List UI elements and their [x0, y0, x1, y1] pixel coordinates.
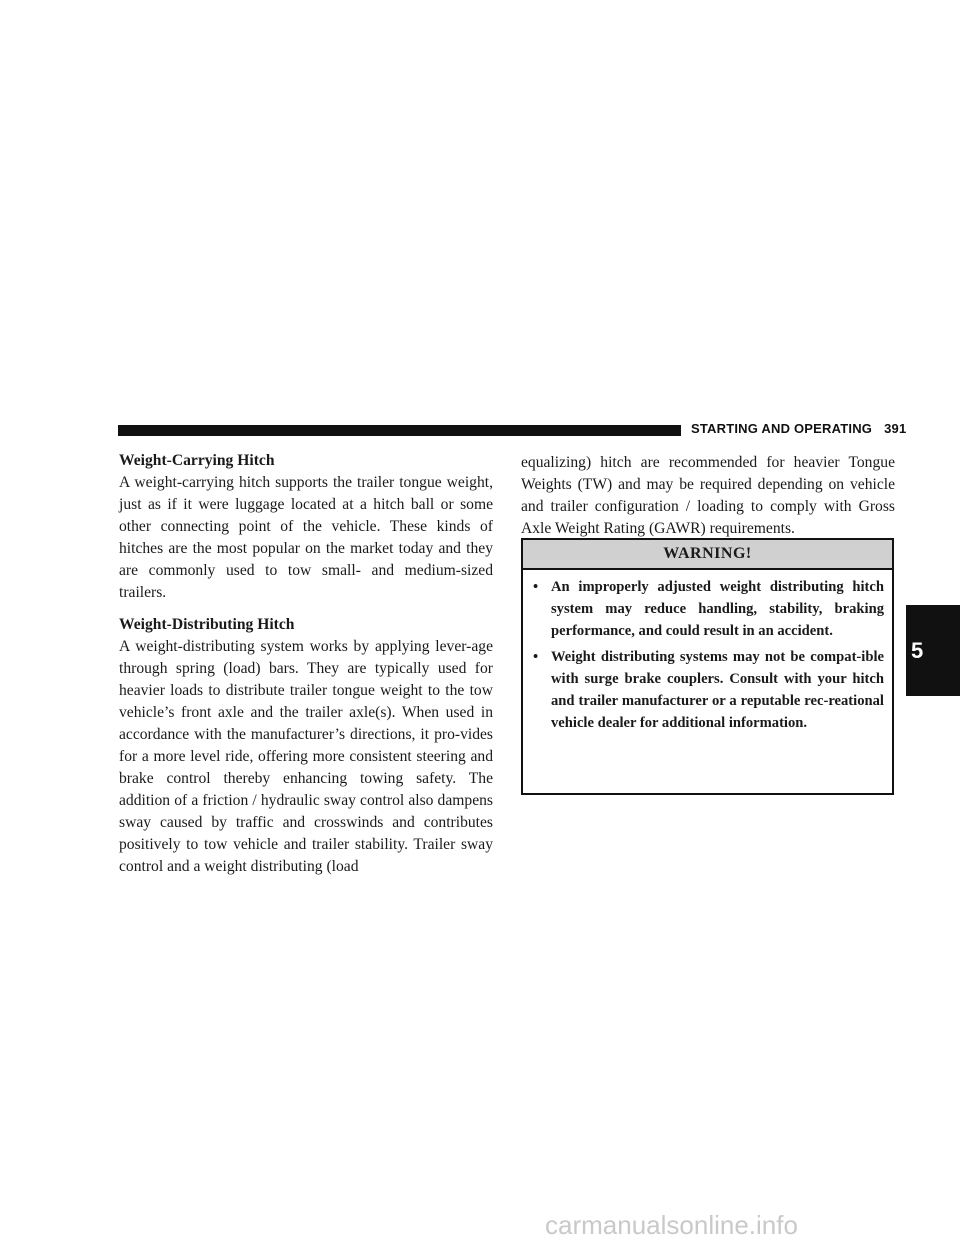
section-body-weight-distributing: A weight-distributing system works by applying lever-age through spring (load) bars. They are typically used for heavier loads to distribute trailer tongue weight to the tow vehicle’s front axle and the trailer axle(s). When used in accordance with the manufacturer’s directions, it pro-vides for a more level ride, offering more consistent steering and brake control thereby enhancing towing safety. The addition of a friction / hydraulic sway control also dampens sway caused by traffic and crosswinds and contributes positively to tow vehicle and trailer stability. Trailer sway control and a weight distributing (load — [119, 638, 493, 875]
warning-list — [523, 570, 892, 734]
warning-box — [521, 538, 894, 795]
warning-item — [533, 576, 884, 642]
header-rule — [118, 425, 681, 436]
bullet-icon: • — [533, 649, 539, 665]
warning-item-text: An improperly adjusted weight distributing hitch system may reduce handling, stability, braking performance, and could result in an accident. — [551, 579, 884, 639]
running-header — [691, 421, 906, 436]
page-number: 391 — [884, 421, 907, 436]
section-title: STARTING AND OPERATING — [691, 421, 873, 436]
watermark: carmanualsonline.info — [545, 1210, 798, 1240]
chapter-tab: 5 — [906, 605, 960, 696]
left-column — [119, 450, 493, 888]
section-heading-weight-distributing: Weight-Distributing Hitch — [119, 616, 295, 633]
bullet-icon: • — [533, 579, 539, 595]
continuation-paragraph: equalizing) hitch are recommended for heavier Tongue Weights (TW) and may be required depending on vehicle and trailer configuration / loading to comply with Gross Axle Weight Rating (GAWR) requirements. — [521, 454, 895, 537]
section-body-weight-carrying: A weight-carrying hitch supports the trailer tongue weight, just as if it were luggage located at a hitch ball or some other connecting point of the vehicle. These kinds of hitches are the most popular on the market today and they are commonly used to tow small- and medium-sized trailers. — [119, 474, 493, 601]
section-heading-weight-carrying: Weight-Carrying Hitch — [119, 452, 275, 469]
warning-item — [533, 646, 884, 734]
warning-item-text: Weight distributing systems may not be compat-ible with surge brake couplers. Consult with your hitch and trailer manufacturer or a reputable rec-reational vehicle dealer for additional information. — [551, 649, 884, 731]
warning-title: WARNING! — [523, 540, 892, 570]
right-column — [521, 452, 895, 550]
